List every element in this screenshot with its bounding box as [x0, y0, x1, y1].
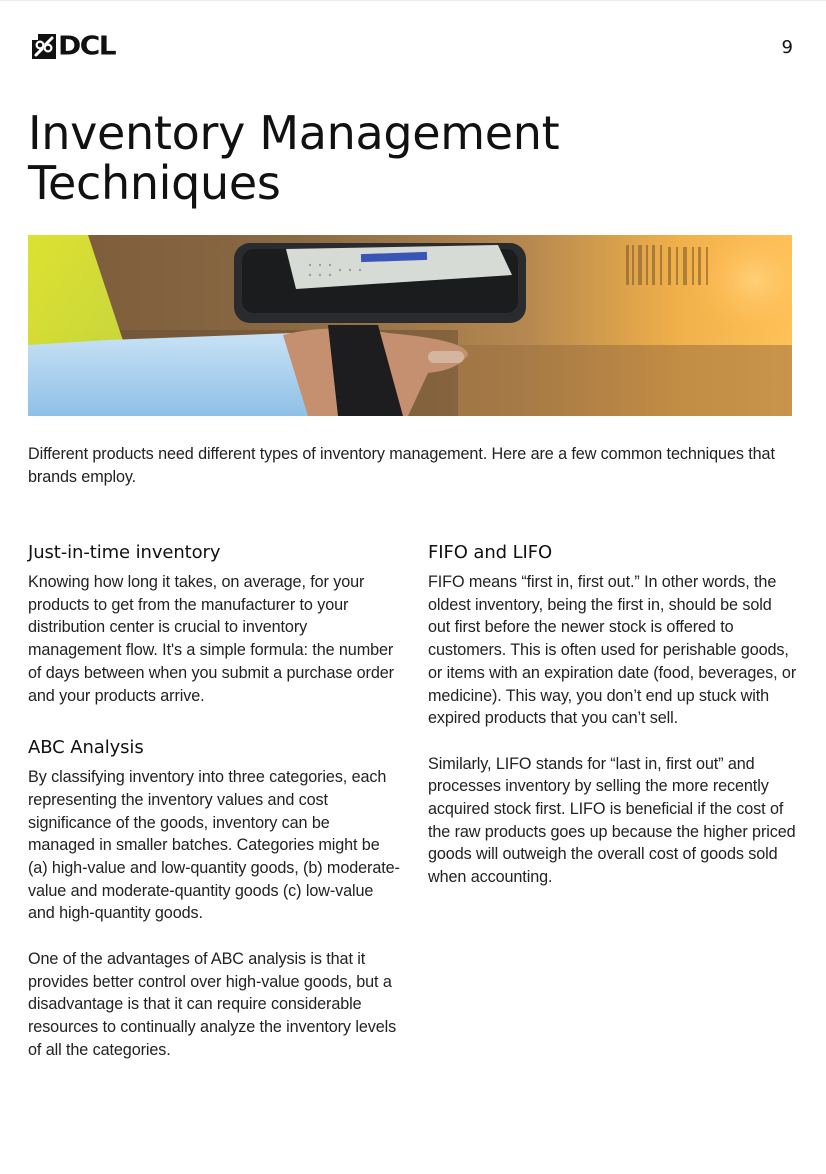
section-paragraph: FIFO means “first in, first out.” In other words, the oldest inventory, being the first in, should be sold out first before the newer stock is offered to customers. This is often used for perishable goods, or items with an expiration date (food, beverages, or medicine). This way, you don’t end up stuck with expired products that you can’t sell.: [428, 573, 797, 728]
section-paragraph: One of the advantages of ABC analysis is that it provides better control over high-value goods, but a disadvantage is that it can require considerable resources to continually analyze the inventory levels of all the categories.: [28, 949, 397, 1059]
dcl-logo: [32, 30, 116, 61]
section-paragraph: Knowing how long it takes, on average, for your products to get from the manufacturer to your distribution center is crucial to inventory management flow. It's a simple formula: the number of days between when you submit a purchase order and your products arrive.: [28, 573, 394, 705]
section-fifo-lifo: [428, 540, 798, 889]
section-abc-analysis: [28, 735, 400, 1061]
barcode-scanner-photo: [28, 235, 792, 416]
page-number: 9: [781, 37, 793, 58]
page-title: [28, 108, 628, 208]
section-heading: Just-in-time inventory: [28, 542, 221, 563]
top-border: [0, 0, 826, 1]
chain-link-logo-icon: [32, 34, 56, 59]
section-just-in-time: [28, 540, 400, 707]
section-heading: FIFO and LIFO: [428, 542, 553, 563]
right-column: [428, 540, 798, 889]
page-title-line-2: Techniques: [28, 156, 281, 210]
logo-wordmark: DCL: [58, 30, 116, 61]
section-heading: ABC Analysis: [28, 737, 144, 759]
intro-paragraph: Different products need different types of inventory management. Here are a few common techniques that brands employ.: [28, 445, 775, 486]
section-paragraph: Similarly, LIFO stands for “last in, first out” and processes inventory by selling the more recently acquired stock first. LIFO is beneficial if the cost of the raw products goes up because the higher priced goods will outweigh the overall cost of goods sold when accounting.: [428, 754, 796, 887]
page-title-line-1: Inventory Management: [28, 106, 560, 160]
hero-image: [28, 235, 792, 416]
section-paragraph: By classifying inventory into three categories, each representing the inventory values and cost significance of the goods, inventory can be managed in smaller batches. Categories might be (a) high-value and low-quantity goods, (b) moderate-value and moderate-quantity goods (c) low-value and high-quantity goods.: [28, 768, 400, 923]
left-column: [28, 540, 400, 1061]
